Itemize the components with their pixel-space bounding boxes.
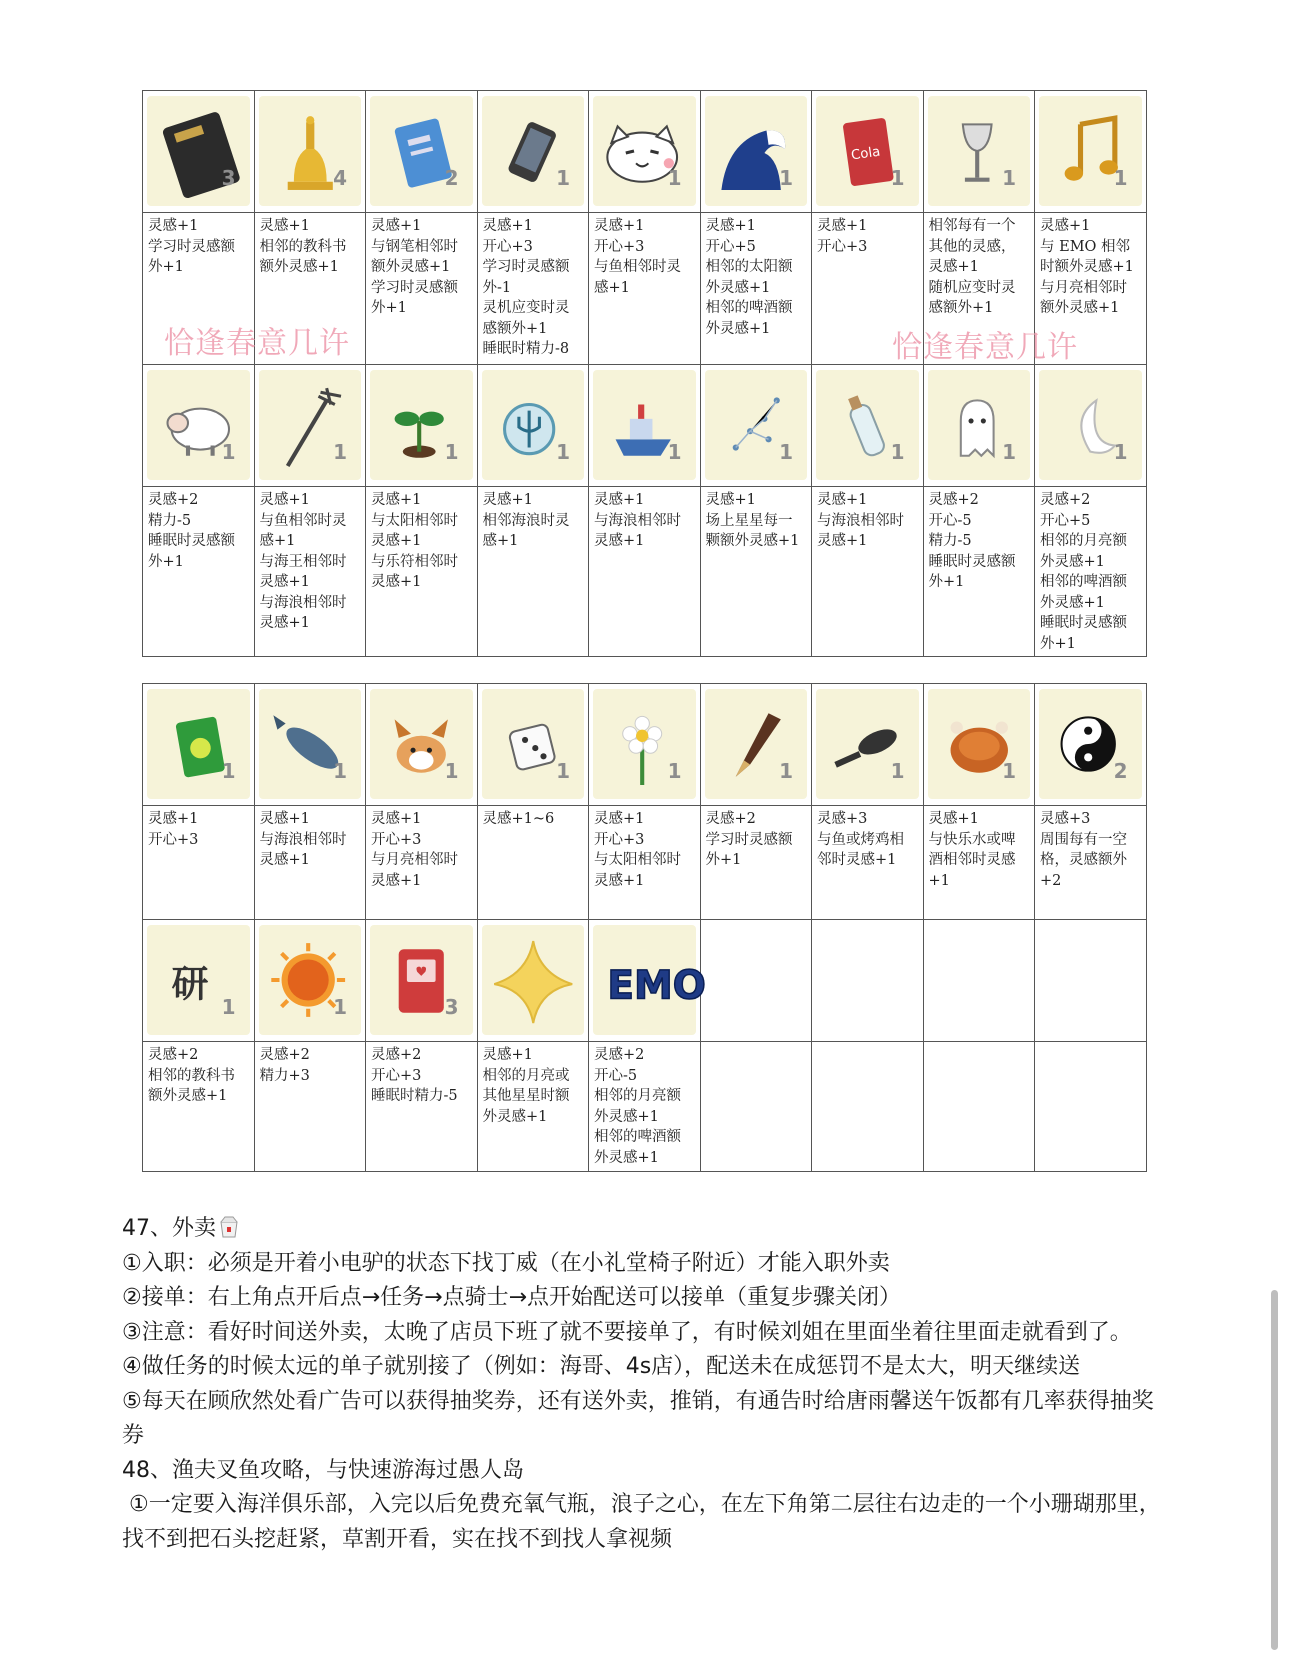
icon-cell: [923, 920, 1035, 1042]
icon-cell: [1035, 920, 1147, 1042]
pan-icon: [816, 689, 919, 799]
item-count: 1: [556, 440, 570, 464]
icon-cell: [366, 920, 478, 1042]
description-cell: [923, 806, 1035, 920]
sheep-icon: [147, 370, 250, 480]
item-count: 1: [1002, 166, 1016, 190]
item-description: 灵感+3 与鱼或烤鸡相邻时灵感+1: [817, 811, 904, 868]
section-47-line-1: ①入职：必须是开着小电驴的状态下找丁威（在小礼堂椅子附近）才能入职外卖: [122, 1250, 890, 1276]
description-cell: [366, 213, 478, 365]
item-description: 灵感+1 与太阳相邻时灵感+1 与乐符相邻时灵感+1: [371, 492, 458, 590]
section-48-line-1: ①一定要入海洋俱乐部，入完以后免费充氧气瓶，浪子之心，在左下角第二层往右边走的一个小珊瑚那里，找不到把石头挖赶紧，草割开看，实在找不到找人拿视频: [122, 1492, 1161, 1552]
section-48-title: 48、渔夫叉鱼攻略，与快速游海过愚人岛: [122, 1457, 524, 1483]
item-count: 1: [667, 166, 682, 190]
item-count: 1: [1113, 166, 1128, 190]
item-count: 1: [221, 759, 236, 783]
item-count: 1: [221, 440, 236, 464]
item-description: 灵感+1 开心+3: [817, 218, 868, 255]
item-count: 1: [333, 440, 347, 464]
item-description: 灵感+1 与海浪相邻时灵感+1: [594, 492, 681, 549]
item-count: 1: [1002, 759, 1016, 783]
description-cell: [254, 487, 366, 657]
description-cell: [1035, 1042, 1147, 1172]
description-cell: [700, 806, 812, 920]
description-cell: [923, 487, 1035, 657]
item-count: 1: [333, 759, 347, 783]
icon-cell: [589, 684, 701, 806]
description-cell: [700, 487, 812, 657]
item-count: 3: [444, 995, 459, 1019]
dice-icon: [482, 689, 585, 799]
guide-text: [122, 1212, 1162, 1557]
description-cell: [589, 213, 701, 365]
description-cell: [589, 487, 701, 657]
item-count: 1: [1002, 440, 1016, 464]
item-description: 灵感+2 精力-5 睡眠时灵感额外+1: [148, 492, 235, 570]
fish-icon: [259, 689, 362, 799]
item-description: 灵感+1 开心+3 与鱼相邻时灵感+1: [594, 218, 681, 296]
ghost-icon: [928, 370, 1031, 480]
watermark-left: 恰逢春意几许: [164, 326, 350, 361]
item-table-1: [142, 90, 1147, 657]
icon-cell: [923, 684, 1035, 806]
icon-cell: [477, 91, 589, 213]
section-47-line-2: ②接单：右上角点开后点→任务→点骑士→点开始配送可以接单（重复步骤关闭）: [122, 1285, 902, 1310]
item-description: 灵感+1 相邻的月亮或其他星星时额外灵感+1: [482, 1047, 570, 1125]
flower-icon: [593, 689, 696, 799]
icon-cell: [923, 91, 1035, 213]
icon-cell: [589, 365, 701, 487]
description-cell: [589, 1042, 701, 1172]
description-cell: [812, 1042, 924, 1172]
item-description: 灵感+1 场上星星每一颗额外灵感+1: [705, 492, 800, 549]
item-count: 1: [890, 440, 905, 464]
section-47-line-5: ⑤每天在顾欣然处看广告可以获得抽奖券，还有送外卖，推销，有通告时给唐雨馨送午饭都有几率获得抽奖券: [122, 1388, 1154, 1448]
sun-icon: [259, 925, 362, 1035]
item-count: 1: [444, 759, 459, 783]
cat-icon: [593, 96, 696, 206]
description-cell: [589, 806, 701, 920]
dog-icon: [370, 689, 473, 799]
description-cell: [1035, 806, 1147, 920]
item-count: 1: [667, 759, 682, 783]
item-description: 灵感+1 学习时灵感额外+1: [148, 218, 235, 275]
section-47-title: 47、外卖: [122, 1212, 1162, 1247]
star-icon: [482, 925, 585, 1035]
item-description: 灵感+1~6: [482, 811, 555, 827]
icon-cell: [812, 91, 924, 213]
icon-cell: [1035, 365, 1147, 487]
description-cell: [477, 1042, 589, 1172]
item-count: 1: [890, 166, 905, 190]
item-description: 灵感+2 开心+5 相邻的月亮额外灵感+1 相邻的啤酒额外灵感+1 睡眠时灵感额外+1: [1040, 492, 1127, 652]
icon-cell: [812, 684, 924, 806]
item-description: 灵感+3 周围每有一空格，灵感额外+2: [1040, 811, 1127, 889]
icon-cell: [143, 91, 255, 213]
item-count: 1: [333, 995, 347, 1019]
item-count: 1: [779, 440, 793, 464]
yin-yang-icon: [1039, 689, 1142, 799]
green-book-icon: [147, 689, 250, 799]
description-cell: [143, 806, 255, 920]
section-47-line-4: ④做任务的时候太远的单子就别接了（例如：海哥、4s店），配送未在成惩罚不是太大，明天继续送: [122, 1354, 1081, 1379]
icon-cell: [366, 684, 478, 806]
icon-cell: [366, 91, 478, 213]
item-count: 1: [779, 166, 793, 190]
pen-icon: [705, 689, 808, 799]
red-book-icon: [370, 925, 473, 1035]
description-cell: [477, 487, 589, 657]
description-cell: [812, 806, 924, 920]
icon-cell: [589, 91, 701, 213]
icon-row: [143, 920, 1147, 1042]
item-description: 灵感+1 开心+3 与太阳相邻时灵感+1: [594, 811, 681, 889]
icon-cell: [477, 365, 589, 487]
description-cell: [812, 487, 924, 657]
item-count: 1: [556, 166, 570, 190]
item-count: 2: [1113, 759, 1128, 783]
description-cell: [700, 1042, 812, 1172]
item-count: 2: [444, 166, 459, 190]
icon-cell: [812, 365, 924, 487]
item-count: 1: [444, 440, 459, 464]
icon-cell: [254, 365, 366, 487]
item-description: 灵感+2 相邻的教科书额外灵感+1: [148, 1047, 235, 1104]
book-icon: [147, 96, 250, 206]
item-description: 灵感+1 开心+5 相邻的太阳额外灵感+1 相邻的啤酒额外灵感+1: [705, 218, 793, 337]
description-cell: [366, 806, 478, 920]
cola-icon: [816, 96, 919, 206]
icon-cell: [1035, 684, 1147, 806]
constellation-icon: [705, 370, 808, 480]
description-row: [143, 806, 1147, 920]
trident-badge-icon: [482, 370, 585, 480]
item-count: 1: [221, 995, 236, 1019]
item-description: 灵感+2 学习时灵感额外+1: [705, 811, 793, 868]
item-count: 1: [667, 440, 682, 464]
icon-cell: [700, 684, 812, 806]
icon-cell: [477, 920, 589, 1042]
icon-cell: [1035, 91, 1147, 213]
icon-cell: [700, 91, 812, 213]
item-description: 灵感+2 精力+3: [259, 1047, 310, 1084]
scrollbar[interactable]: [1271, 1290, 1278, 1650]
item-description: 灵感+1 与 EMO 相邻时额外灵感+1 与月亮相邻时额外灵感+1: [1040, 218, 1134, 316]
description-row: [143, 1042, 1147, 1172]
description-cell: [254, 806, 366, 920]
phone-icon: [482, 96, 585, 206]
description-cell: [143, 1042, 255, 1172]
item-description: 灵感+1 与快乐水或啤酒相邻时灵感+1: [928, 811, 1016, 889]
item-description: 相邻每有一个其他的灵感，灵感+1 随机应变时灵感额外+1: [928, 218, 1016, 316]
moon-icon: [1039, 370, 1142, 480]
icon-cell: [366, 365, 478, 487]
item-description: 灵感+1 开心+3 与月亮相邻时灵感+1: [371, 811, 458, 889]
description-cell: [366, 487, 478, 657]
item-count: 1: [890, 759, 905, 783]
item-count: 3: [221, 166, 236, 190]
item-description: 灵感+1 开心+3: [148, 811, 199, 848]
description-cell: [366, 1042, 478, 1172]
item-description: 灵感+1 与海浪相邻时灵感+1: [817, 492, 904, 549]
description-cell: [1035, 487, 1147, 657]
icon-cell: [254, 91, 366, 213]
yan-character-icon: [147, 925, 250, 1035]
item-description: 灵感+1 与鱼相邻时灵感+1 与海王相邻时灵感+1 与海浪相邻时灵感+1: [259, 492, 347, 631]
icon-cell: [700, 920, 812, 1042]
icon-cell: [923, 365, 1035, 487]
ship-icon: [593, 370, 696, 480]
bottle-icon: [816, 370, 919, 480]
watermark-right: 恰逢春意几许: [892, 330, 1078, 365]
icon-row: [143, 91, 1147, 213]
svg-text:研: 研: [171, 961, 209, 1006]
icon-cell: [143, 365, 255, 487]
roast-chicken-icon: [928, 689, 1031, 799]
item-description: 灵感+1 相邻海浪时灵感+1: [482, 492, 570, 549]
description-cell: [477, 806, 589, 920]
sprout-icon: [370, 370, 473, 480]
trident-icon: [259, 370, 362, 480]
icon-row: [143, 365, 1147, 487]
stupa-icon: [259, 96, 362, 206]
emo-icon: [593, 925, 706, 1035]
section-47-line-3: ③注意：看好时间送外卖，太晚了店员下班了就不要接单了，有时候刘姐在里面坐着往里面走就看到了。: [122, 1319, 1132, 1345]
icon-row: [143, 684, 1147, 806]
icon-cell: [143, 684, 255, 806]
goblet-icon: [928, 96, 1031, 206]
icon-cell: [143, 920, 255, 1042]
item-count: 1: [556, 759, 570, 783]
description-row: [143, 487, 1147, 657]
item-count: 1: [779, 759, 793, 783]
item-table-2: [142, 683, 1147, 1172]
icon-cell: [477, 684, 589, 806]
notebook-icon: [370, 96, 473, 206]
icon-cell: [254, 920, 366, 1042]
item-description: 灵感+1 相邻的教科书额外灵感+1: [259, 218, 347, 275]
description-cell: [143, 487, 255, 657]
item-description: 灵感+2 开心-5 相邻的月亮额外灵感+1 相邻的啤酒额外灵感+1: [594, 1047, 681, 1166]
description-cell: [477, 213, 589, 365]
item-description: 灵感+2 开心+3 睡眠时精力-5: [371, 1047, 458, 1104]
item-description: 灵感+1 与钢笔相邻时额外灵感+1 学习时灵感额外+1: [371, 218, 458, 316]
item-description: 灵感+1 与海浪相邻时灵感+1: [259, 811, 347, 868]
icon-cell: [254, 684, 366, 806]
item-count: 4: [333, 166, 347, 190]
item-count: 1: [1113, 440, 1128, 464]
svg-text:EMO: EMO: [607, 963, 706, 1009]
description-cell: [254, 1042, 366, 1172]
item-description: 灵感+2 开心-5 精力-5 睡眠时灵感额外+1: [928, 492, 1016, 590]
description-cell: [700, 213, 812, 365]
takeout-box-icon: [218, 1215, 240, 1237]
music-note-icon: [1039, 96, 1142, 206]
icon-cell: [812, 920, 924, 1042]
item-description: 灵感+1 开心+3 学习时灵感额外-1 灵机应变时灵感额外+1 睡眠时精力-8: [482, 218, 570, 357]
wave-icon: [705, 96, 808, 206]
icon-cell: [700, 365, 812, 487]
svg-text:Cola: Cola: [850, 144, 882, 164]
icon-cell: [589, 920, 706, 1042]
description-cell: [923, 1042, 1035, 1172]
